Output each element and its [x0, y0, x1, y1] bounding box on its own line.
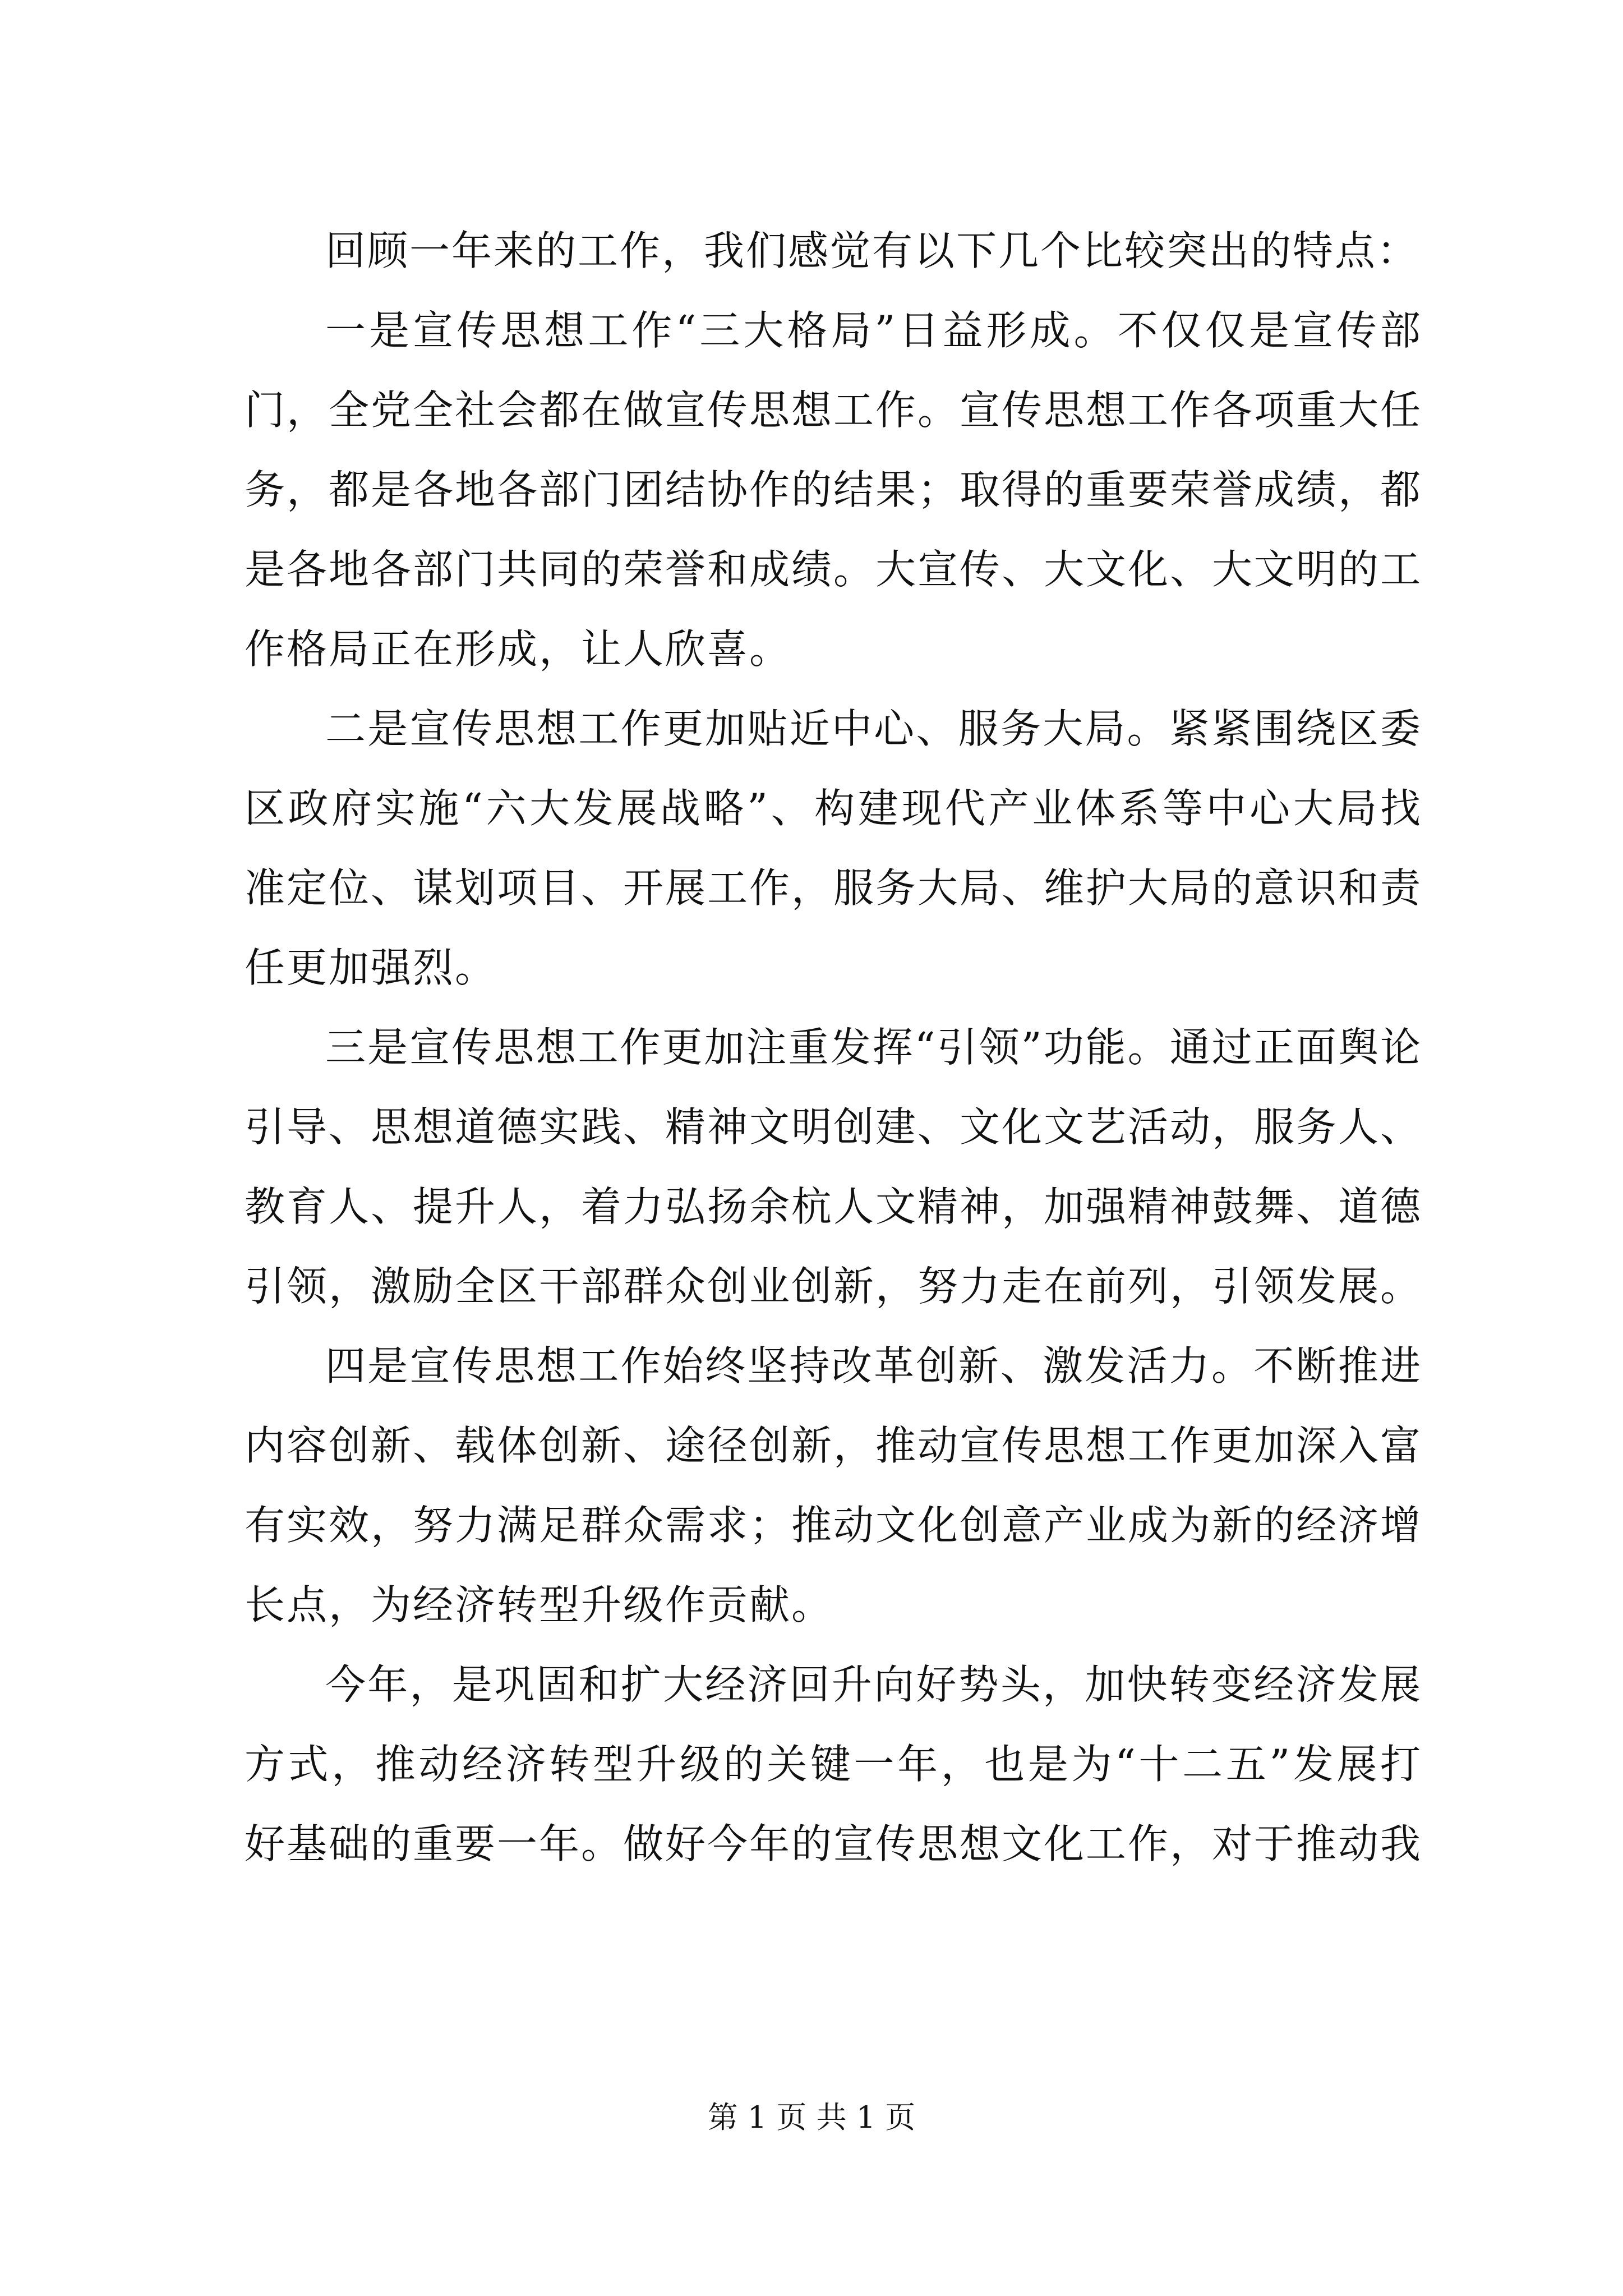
page-number-footer: 第 1 页 共 1 页 — [707, 2100, 916, 2135]
paragraph-point-four: 四是宣传思想工作始终坚持改革创新、激发活力。不断推进内容创新、载体创新、途径创新，推动宣传思想工作更加深入富有实效，努力满足群众需求；推动文化创意产业成为新的经济增长点，为经济转型升级作贡献。 — [245, 1342, 1423, 1628]
document-body — [245, 211, 1422, 1884]
paragraph-intro: 回顾一年来的工作，我们感觉有以下几个比较突出的特点： — [325, 227, 1419, 274]
paragraph-point-one: 一是宣传思想工作“三大格局”日益形成。不仅仅是宣传部门，全党全社会都在做宣传思想工作。宣传思想工作各项重大任务，都是各地各部门团结协作的结果；取得的重要荣誉成绩，都是各地各部门共同的荣誉和成绩。大宣传、大文化、大文明的工作格局正在形成，让人欣喜。 — [245, 307, 1423, 673]
paragraph-point-two: 二是宣传思想工作更加贴近中心、服务大局。紧紧围绕区委区政府实施“六大发展战略”、构建现代产业体系等中心大局找准定位、谋划项目、开展工作，服务大局、维护大局的意识和责任更加强烈。 — [245, 705, 1423, 991]
paragraph-this-year: 今年，是巩固和扩大经济回升向好势头，加快转变经济发展方式，推动经济转型升级的关键一年，也是为“十二五”发展打好基础的重要一年。做好今年的宣传思想文化工作，对于推动我 — [245, 1661, 1423, 1867]
paragraph-point-three: 三是宣传思想工作更加注重发挥“引领”功能。通过正面舆论引导、思想道德实践、精神文明创建、文化文艺活动，服务人、教育人、提升人，着力弘扬余杭人文精神，加强精神鼓舞、道德引领，激励全区干部群众创业创新，努力走在前列，引领发展。 — [245, 1024, 1423, 1310]
